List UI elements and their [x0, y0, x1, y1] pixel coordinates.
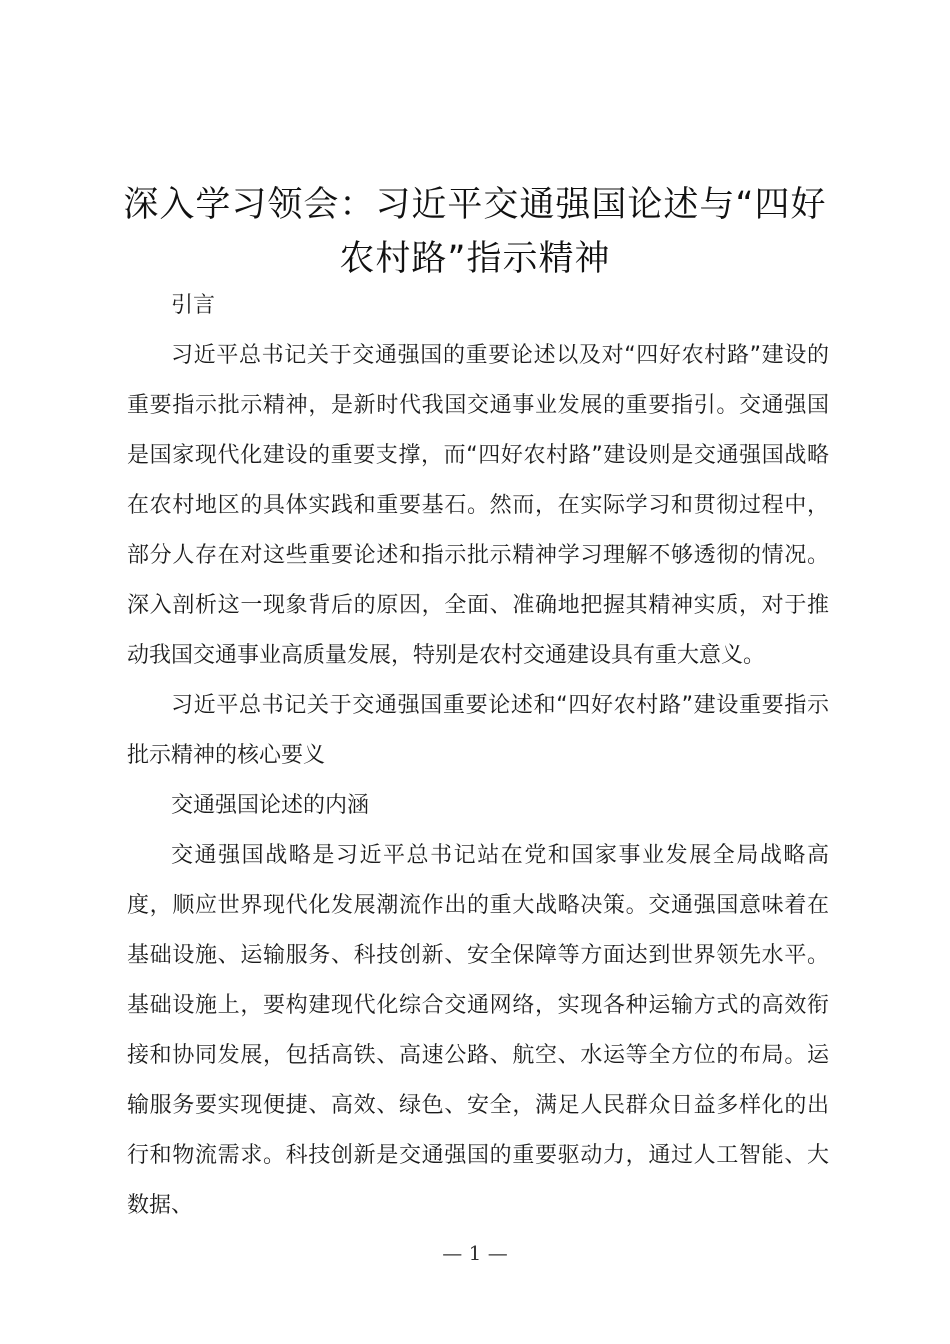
paragraph-strategy: 交通强国战略是习近平总书记站在党和国家事业发展全局战略高度，顺应世界现代化发展潮流作出的重大战略决策。交通强国意味着在基础设施、运输服务、科技创新、安全保障等方面达到世界领先水平。基础设施上，要构建现代化综合交通网络，实现各种运输方式的高效衔接和协同发展，包括高铁、高速公路、航空、水运等全方位的布局。运输服务要实现便捷、高效、绿色、安全，满足人民群众日益多样化的出行和物流需求。科技创新是交通强国的重要驱动力，通过人工智能、大数据、: [127, 843, 829, 1218]
page-number: — 1 —: [442, 1241, 508, 1265]
paragraph-intro: 习近平总书记关于交通强国的重要论述以及对“四好农村路”建设的重要指示批示精神，是新时代我国交通事业发展的重要指引。交通强国是国家现代化建设的重要支撑，而“四好农村路”建设则是交通强国战略在农村地区的具体实践和重要基石。然而，在实际学习和贯彻过程中，部分人存在对这些重要论述和指示批示精神学习理解不够透彻的情况。深入剖析这一现象背后的原因，全面、准确地把握其精神实质，对于推动我国交通事业高质量发展，特别是农村交通建设具有重大意义。: [127, 343, 829, 668]
heading-connotation: 交通强国论述的内涵: [171, 793, 370, 818]
document-title: [110, 178, 840, 286]
heading-core-essence: 习近平总书记关于交通强国重要论述和“四好农村路”建设重要指示批示精神的核心要义: [127, 693, 829, 768]
document-body: [127, 281, 829, 1231]
title-line-1: 深入学习领会：习近平交通强国论述与“四好: [123, 185, 827, 225]
title-line-2: 农村路”指示精神: [339, 239, 611, 279]
heading-intro: 引言: [171, 293, 216, 318]
